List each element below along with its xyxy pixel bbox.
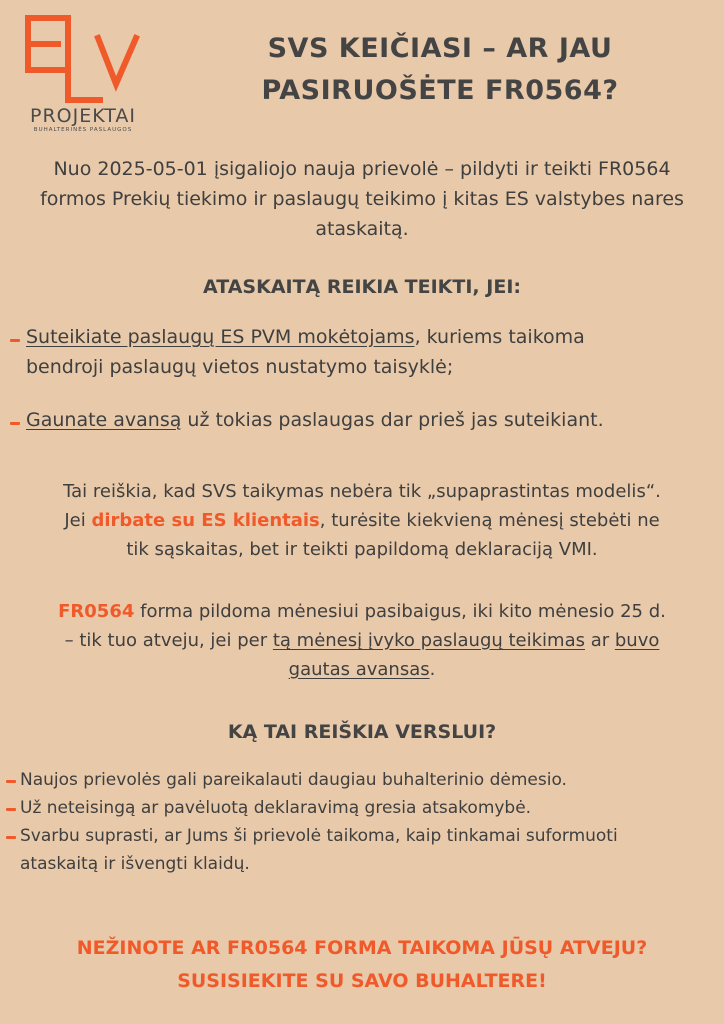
page-title [190, 28, 690, 112]
link-advance-received: gautas avansas [288, 659, 430, 680]
cta-line-2: SUSISIEKITE SU SAVO BUHALTERE! [177, 970, 547, 992]
call-to-action [0, 932, 724, 998]
bullet-dash [10, 339, 20, 342]
list-item: Svarbu suprasti, ar Jums ši prievolė taikoma, kaip tinkamai suformuoti ataskaitą ir išvengti klaidų. [20, 826, 618, 874]
logo-wordmark [24, 106, 142, 133]
bullet-dash [6, 836, 16, 839]
list-item: Už neteisingą ar pavėluotą deklaravimą gresia atsakomybė. [20, 798, 532, 818]
cta-line-1: NEŽINOTE AR FR0564 FORMA TAIKOMA JŪSŲ ATVEJU? [76, 937, 648, 959]
bullet-dash [6, 780, 16, 783]
list-item: Suteikiate paslaugų ES PVM mokėtojams, kuriems taikoma bendroji paslaugų vietos nustatymo taisyklė; [26, 326, 585, 378]
paragraph-fr0564: FR0564 forma pildoma mėnesiui pasibaigus, iki kito mėnesio 25 d. – tik tuo atveju, jei per tą mėnesį įvyko paslaugų teikimas ar buvo gautas avansas. [58, 601, 666, 680]
title-line-1: SVS KEIČIASI – AR JAU [267, 33, 613, 64]
section-heading-business: KĄ TAI REIŠKIA VERSLUI? [227, 721, 497, 743]
list-item: Naujos prievolės gali pareikalauti daugiau buhalterinio dėmesio. [20, 770, 567, 790]
bullet-dash [10, 422, 20, 425]
highlight-fr0564: FR0564 [58, 601, 135, 622]
section-heading-report: ATASKAITĄ REIKIA TEIKTI, JEI: [203, 276, 521, 298]
bullet-link-advance: Gaunate avansą [26, 409, 182, 431]
logo-tagline: BUHALTERINĖS PASLAUGOS [33, 127, 133, 133]
list-item: Gaunate avansą už tokias paslaugas dar prieš jas suteikiant. [26, 409, 604, 431]
highlight-eu-clients: dirbate su ES klientais [91, 510, 320, 531]
paragraph-svs: Tai reiškia, kad SVS taikymas nebėra tik „supaprastintas modelis“. Jei dirbate su ES klientais, turėsite kiekvieną mėnesį stebėti ne tik sąskaitas, bet ir teikti papildomą deklaraciją VMI. [63, 481, 661, 560]
title-line-2: PASIRUOŠĖTE FR0564? [261, 75, 619, 106]
logo-word: PROJEKTAI [30, 105, 136, 127]
link-service-provided: tą mėnesį įvyko paslaugų teikimas [272, 630, 585, 651]
bullet-dash [6, 808, 16, 811]
bullet-link-services: Suteikiate paslaugų ES PVM mokėtojams [26, 326, 415, 348]
intro-paragraph: Nuo 2025-05-01 įsigaliojo nauja prievolė – pildyti ir teikti FR0564 formos Prekių tiekimo ir paslaugų teikimo į kitas ES valstybes nares ataskaitą. [40, 158, 684, 240]
